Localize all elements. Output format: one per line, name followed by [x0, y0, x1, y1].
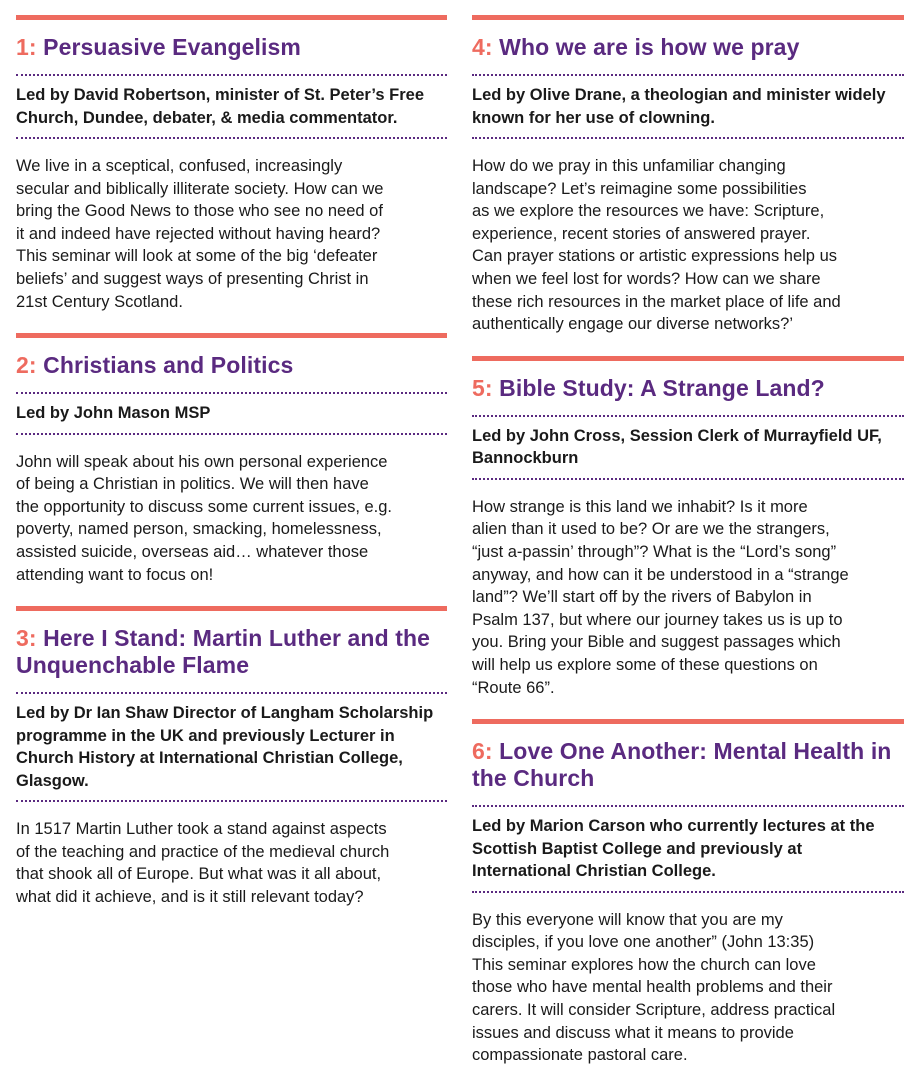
seminar-6: [472, 719, 904, 1067]
description-line: beliefs’ and suggest ways of presenting Christ in: [16, 269, 369, 288]
seminar-number: 1:: [16, 34, 37, 60]
seminar-number: 5:: [472, 374, 493, 401]
seminar-4: [472, 15, 904, 336]
description-line: experience, recent stories of answered prayer.: [472, 224, 811, 243]
description-line: will help us explore some of these questions on: [472, 655, 818, 674]
description-line: disciples, if you love one another” (John 13:35): [472, 933, 815, 952]
seminar-5: [472, 356, 904, 699]
description-line: By this everyone will know that you are my: [472, 910, 783, 929]
seminar-description: [16, 451, 447, 587]
seminar-title: [472, 34, 904, 61]
seminar-title-text: Persuasive Evangelism: [43, 34, 301, 60]
seminar-leader: Led by Marion Carson who currently lectures at the Scottish Baptist College and previously at International Christian College.: [472, 805, 904, 893]
seminar-title: [16, 625, 447, 679]
seminar-title: [472, 738, 904, 792]
seminar-description: [472, 155, 904, 336]
description-line: you. Bring your Bible and suggest passages which: [472, 633, 841, 652]
description-line: Psalm 137, but where our journey takes us is up to: [472, 610, 843, 629]
description-line: John will speak about his own personal experience: [16, 452, 388, 471]
description-line: In 1517 Martin Luther took a stand against aspects: [16, 820, 387, 839]
description-line: This seminar will look at some of the big ‘defeater: [16, 247, 378, 266]
left-column: [16, 15, 447, 909]
description-line: landscape? Let’s reimagine some possibilities: [472, 179, 807, 198]
seminar-leader: Led by John Mason MSP: [16, 392, 447, 435]
seminar-title-text: Who we are is how we pray: [499, 34, 800, 60]
description-line: that shook all of Europe. But what was it all about,: [16, 865, 382, 884]
description-line: of being a Christian in politics. We will then have: [16, 475, 369, 494]
description-line: it and indeed have rejected without having heard?: [16, 224, 381, 243]
seminar-title-text: Bible Study: A Strange Land?: [499, 374, 825, 401]
seminar-number: 6:: [472, 738, 493, 765]
description-line: assisted suicide, overseas aid… whatever those: [16, 543, 369, 562]
description-line: those who have mental health problems and their: [472, 978, 833, 997]
seminar-description: [472, 496, 904, 699]
description-line: This seminar explores how the church can love: [472, 955, 816, 974]
description-line: what did it achieve, and is it still relevant today?: [16, 888, 364, 906]
seminar-1: [16, 15, 447, 313]
seminar-title: [472, 375, 904, 402]
description-line: issues and discuss what it means to provide: [472, 1023, 794, 1042]
description-line: land”? We’ll start off by the rivers of Babylon in: [472, 588, 812, 607]
description-line: compassionate pastoral care.: [472, 1046, 688, 1065]
description-line: bring the Good News to those who see no need of: [16, 202, 383, 221]
seminar-title-text: Love One Another: Mental Health in the Church: [472, 738, 892, 792]
description-line: attending want to focus on!: [16, 565, 214, 584]
seminar-title-text: Christians and Politics: [43, 352, 294, 379]
description-line: “just a-passin’ through”? What is the “Lord’s song”: [472, 542, 837, 561]
description-line: How do we pray in this unfamiliar changing: [472, 157, 786, 175]
description-line: when we feel lost for words? How can we share: [472, 269, 821, 288]
description-line: Can prayer stations or artistic expressions help us: [472, 247, 837, 266]
description-line: We live in a sceptical, confused, increasingly: [16, 157, 343, 175]
description-line: 21st Century Scotland.: [16, 292, 183, 311]
right-column: [472, 15, 904, 1067]
description-line: secular and biblically illiterate society. How can we: [16, 179, 384, 198]
description-line: the opportunity to discuss some current issues, e.g.: [16, 497, 393, 516]
seminar-description: [16, 818, 447, 908]
seminar-leader: Led by John Cross, Session Clerk of Murrayfield UF, Bannockburn: [472, 415, 904, 480]
seminar-2: [16, 333, 447, 586]
seminar-number: 4:: [472, 34, 493, 60]
seminar-leader: Led by David Robertson, minister of St. Peter’s Free Church, Dundee, debater, & media commentator.: [16, 74, 447, 139]
seminar-title-text: Here I Stand: Martin Luther and the Unquenchable Flame: [16, 625, 431, 679]
seminar-title: [16, 352, 447, 379]
seminar-leader: Led by Olive Drane, a theologian and minister widely known for her use of clowning.: [472, 74, 904, 139]
description-line: anyway, and how can it be understood in a “strange: [472, 565, 849, 584]
description-line: poverty, named person, smacking, homelessness,: [16, 520, 382, 539]
description-line: alien than it used to be? Or are we the strangers,: [472, 520, 830, 539]
seminar-title: [16, 34, 447, 61]
description-line: as we explore the resources we have: Scripture,: [472, 202, 825, 221]
description-line: “Route 66”.: [472, 678, 555, 697]
seminar-leader: Led by Dr Ian Shaw Director of Langham Scholarship programme in the UK and previously Lecturer in Church History at International Christian College, Glasgow.: [16, 692, 447, 802]
seminar-description: [16, 155, 447, 313]
description-line: of the teaching and practice of the medieval church: [16, 842, 390, 861]
description-line: authentically engage our diverse networks?’: [472, 315, 794, 334]
description-line: carers. It will consider Scripture, address practical: [472, 1000, 836, 1019]
description-line: these rich resources in the market place of life and: [472, 292, 841, 311]
seminar-number: 3:: [16, 625, 37, 652]
seminar-description: [472, 909, 904, 1067]
seminar-3: [16, 606, 447, 908]
description-line: How strange is this land we inhabit? Is it more: [472, 497, 808, 516]
seminar-number: 2:: [16, 352, 37, 379]
